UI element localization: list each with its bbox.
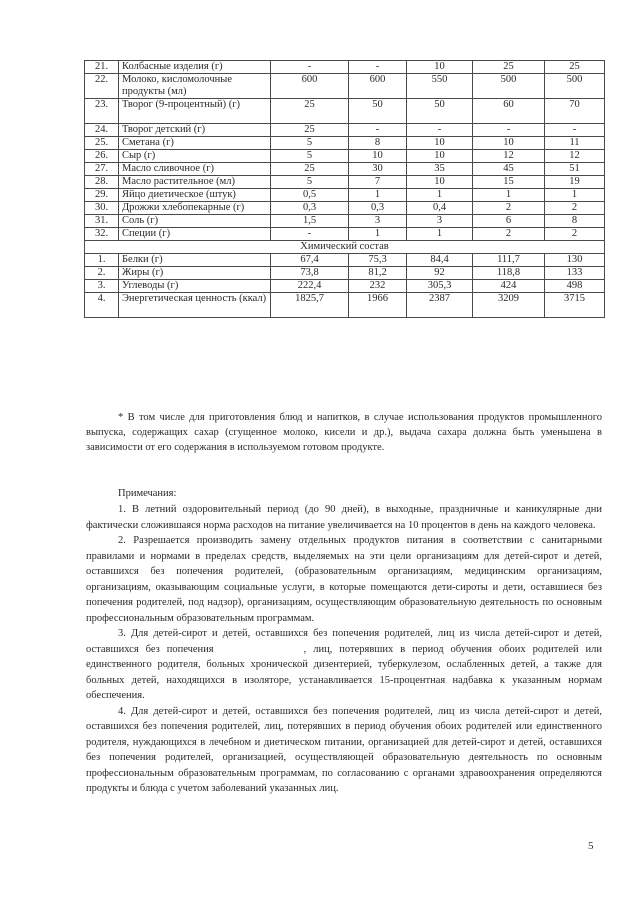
row-value: 35 xyxy=(407,163,473,176)
row-value: 0,4 xyxy=(407,202,473,215)
row-name: Масло сливочное (г) xyxy=(119,163,271,176)
row-value: 1 xyxy=(407,228,473,241)
row-value: 11 xyxy=(545,137,605,150)
table-row xyxy=(85,293,605,318)
row-value: 5 xyxy=(271,150,349,163)
row-name: Яйцо диетическое (штук) xyxy=(119,189,271,202)
row-number: 29. xyxy=(85,189,119,202)
row-number: 30. xyxy=(85,202,119,215)
row-value: 232 xyxy=(349,280,407,293)
row-value: - xyxy=(407,124,473,137)
row-value: 50 xyxy=(407,99,473,124)
row-value: 222,4 xyxy=(271,280,349,293)
row-value: 600 xyxy=(271,74,349,99)
row-name: Сыр (г) xyxy=(119,150,271,163)
row-value: 550 xyxy=(407,74,473,99)
row-value: 1966 xyxy=(349,293,407,318)
row-value: 3 xyxy=(407,215,473,228)
row-value: 111,7 xyxy=(473,254,545,267)
row-number: 25. xyxy=(85,137,119,150)
row-value: 130 xyxy=(545,254,605,267)
row-value: - xyxy=(473,124,545,137)
row-value: 10 xyxy=(407,137,473,150)
table-row xyxy=(85,61,605,74)
row-number: 4. xyxy=(85,293,119,318)
row-value: - xyxy=(545,124,605,137)
row-value: 1 xyxy=(545,189,605,202)
row-value: 2 xyxy=(545,202,605,215)
footnote-text: * В том числе для приготовления блюд и напитков, в случае использования продуктов промышленного выпуска, содержащих сахар (сгущенное молоко, кисели и др.), выдача сахара должна быть уменьшена в зависимости от его содержания в используемом готовом продукте. xyxy=(86,412,602,453)
row-value: 6 xyxy=(473,215,545,228)
row-value: - xyxy=(271,228,349,241)
row-value: - xyxy=(349,124,407,137)
row-value: 45 xyxy=(473,163,545,176)
row-name: Белки (г) xyxy=(119,254,271,267)
table-row xyxy=(85,137,605,150)
row-value: 424 xyxy=(473,280,545,293)
row-value: 500 xyxy=(545,74,605,99)
row-number: 3. xyxy=(85,280,119,293)
table-row xyxy=(85,99,605,124)
note-2: 2. Разрешается производить замену отдельных продуктов питания в соответствии с санитарными правилами и нормами в пределах средств, выделяемых на эти цели организациям для детей-сирот и детей, оставшихся без попечения родителей, (образовательным организациям, медицинским организациям, организациям, оказывающим социальные услуги, в которые помещаются дети-сироты и дети, оставшиеся без попечения родителей, под надзор), организациям, осуществляющим образовательную деятельность по основным профессиональным образовательным программам. xyxy=(86,535,602,624)
row-value: 75,3 xyxy=(349,254,407,267)
row-value: 73,8 xyxy=(271,267,349,280)
table-row xyxy=(85,189,605,202)
row-value: 2 xyxy=(473,202,545,215)
row-value: 1 xyxy=(407,189,473,202)
page-number: 5 xyxy=(588,840,594,852)
row-value: 8 xyxy=(349,137,407,150)
row-value: 1 xyxy=(473,189,545,202)
table-row xyxy=(85,254,605,267)
row-value: 12 xyxy=(545,150,605,163)
row-value: 10 xyxy=(407,176,473,189)
table-row xyxy=(85,163,605,176)
row-value: 1 xyxy=(349,189,407,202)
row-number: 23. xyxy=(85,99,119,124)
table-row xyxy=(85,74,605,99)
row-number: 27. xyxy=(85,163,119,176)
row-number: 2. xyxy=(85,267,119,280)
row-number: 28. xyxy=(85,176,119,189)
row-number: 26. xyxy=(85,150,119,163)
row-number: 31. xyxy=(85,215,119,228)
table-row xyxy=(85,280,605,293)
row-value: 50 xyxy=(349,99,407,124)
chem-section-title: Химический состав xyxy=(85,241,605,254)
row-value: 7 xyxy=(349,176,407,189)
row-value: 133 xyxy=(545,267,605,280)
row-value: 51 xyxy=(545,163,605,176)
row-name: Специи (г) xyxy=(119,228,271,241)
row-name: Энергетическая ценность (ккал) xyxy=(119,293,271,318)
row-value: - xyxy=(271,61,349,74)
row-name: Дрожжи хлебопекарные (г) xyxy=(119,202,271,215)
row-value: 3715 xyxy=(545,293,605,318)
row-name: Жиры (г) xyxy=(119,267,271,280)
note-3 xyxy=(86,626,602,704)
row-value: 25 xyxy=(473,61,545,74)
row-value: 1825,7 xyxy=(271,293,349,318)
row-name: Творог (9-процентный) (г) xyxy=(119,99,271,124)
row-value: 60 xyxy=(473,99,545,124)
row-value: 19 xyxy=(545,176,605,189)
notes-title: Примечания: xyxy=(118,488,177,499)
row-value: 70 xyxy=(545,99,605,124)
row-value: 8 xyxy=(545,215,605,228)
row-value: 10 xyxy=(407,61,473,74)
table-row xyxy=(85,267,605,280)
row-value: 498 xyxy=(545,280,605,293)
row-name: Углеводы (г) xyxy=(119,280,271,293)
row-value: 5 xyxy=(271,137,349,150)
row-value: 10 xyxy=(349,150,407,163)
row-value: 0,5 xyxy=(271,189,349,202)
row-number: 24. xyxy=(85,124,119,137)
product-rows xyxy=(85,61,605,241)
footnote xyxy=(86,410,602,455)
note-1: 1. В летний оздоровительный период (до 90 дней), в выходные, праздничные и каникулярные дни фактически сложившаяся норма расходов на питание увеличивается на 10 процентов в день на каждого человека. xyxy=(86,504,602,531)
row-value: 84,4 xyxy=(407,254,473,267)
row-value: 0,3 xyxy=(271,202,349,215)
row-value: 25 xyxy=(271,124,349,137)
row-value: 67,4 xyxy=(271,254,349,267)
row-value: 118,8 xyxy=(473,267,545,280)
row-value: 1,5 xyxy=(271,215,349,228)
row-value: 2387 xyxy=(407,293,473,318)
row-value: 12 xyxy=(473,150,545,163)
note-3-part-b: , лиц, потерявших в период обучения обоих родителей или единственного родителя, больных хронической дизентерией, туберкулезом, ослабленных детей, а также для больных детей, находящихся в изоляторе, устанавливается 15-процентная надбавка к указанным нормам обеспечения. xyxy=(86,643,603,701)
row-name: Сметана (г) xyxy=(119,137,271,150)
row-value: 600 xyxy=(349,74,407,99)
chem-rows xyxy=(85,254,605,318)
row-value: 25 xyxy=(271,163,349,176)
row-value: 81,2 xyxy=(349,267,407,280)
table-row xyxy=(85,124,605,137)
row-value: 10 xyxy=(473,137,545,150)
table-row xyxy=(85,176,605,189)
note-3-part-a: 3. Для детей-сирот и детей, оставшихся без попечения родителей, лиц из числа детей-сирот и детей, оставшихся без попечения xyxy=(86,628,602,655)
row-number: 22. xyxy=(85,74,119,99)
row-value: 10 xyxy=(407,150,473,163)
table-row xyxy=(85,215,605,228)
row-name: Колбасные изделия (г) xyxy=(119,61,271,74)
row-value: 500 xyxy=(473,74,545,99)
row-value: 15 xyxy=(473,176,545,189)
row-number: 32. xyxy=(85,228,119,241)
notes xyxy=(86,502,602,797)
row-name: Молоко, кисломолочные продукты (мл) xyxy=(119,74,271,99)
table-row xyxy=(85,202,605,215)
row-value: 2 xyxy=(473,228,545,241)
row-value: 1 xyxy=(349,228,407,241)
row-value: - xyxy=(349,61,407,74)
row-value: 305,3 xyxy=(407,280,473,293)
table-row xyxy=(85,150,605,163)
row-name: Творог детский (г) xyxy=(119,124,271,137)
row-value: 25 xyxy=(545,61,605,74)
row-value: 2 xyxy=(545,228,605,241)
row-name: Соль (г) xyxy=(119,215,271,228)
ration-table xyxy=(84,60,605,318)
row-value: 5 xyxy=(271,176,349,189)
table-row xyxy=(85,228,605,241)
row-number: 1. xyxy=(85,254,119,267)
row-value: 92 xyxy=(407,267,473,280)
row-value: 25 xyxy=(271,99,349,124)
row-value: 3209 xyxy=(473,293,545,318)
row-value: 30 xyxy=(349,163,407,176)
row-number: 21. xyxy=(85,61,119,74)
note-4: 4. Для детей-сирот и детей, оставшихся без попечения родителей, лиц из числа детей-сирот и детей, оставшихся без попечения родителей, лиц, потерявших в период обучения обоих родителей или единственного родителя, нуждающихся в лечебном и диетическом питании, организацией для детей-сирот и детей, оставшихся без попечения родителей, организацией, осуществляющей образовательную деятельность по основным профессиональным образовательным программам, по согласованию с органами здравоохранения определяются продукты и блюда с учетом заболеваний указанных лиц. xyxy=(86,705,602,794)
row-name: Масло растительное (мл) xyxy=(119,176,271,189)
row-value: 3 xyxy=(349,215,407,228)
row-value: 0,3 xyxy=(349,202,407,215)
